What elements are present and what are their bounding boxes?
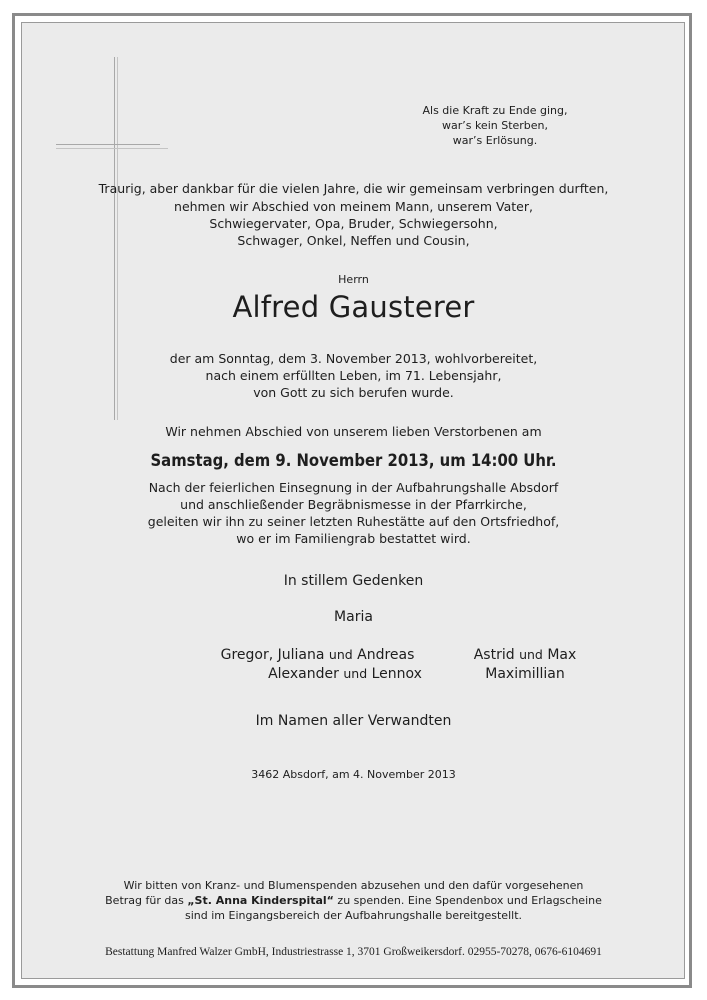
donation-line-2	[0, 894, 707, 907]
death-info-line: nach einem erfüllten Leben, im 71. Lebensjahr,	[205, 368, 502, 383]
family-name: Lennox	[371, 666, 422, 682]
family-name: Max	[547, 647, 577, 663]
ceremony-line: geleiten wir ihn zu seiner letzten Ruhestätte auf den Ortsfriedhof,	[147, 514, 560, 529]
charity-name: „St. Anna Kinderspital“	[187, 894, 334, 907]
in-memory: In stillem Gedenken	[283, 573, 424, 589]
donation-line: sind im Eingangsbereich der Aufbahrungshalle bereitgestellt.	[184, 909, 522, 922]
death-info-line: von Gott zu sich berufen wurde.	[253, 385, 454, 400]
family-right-line2	[455, 666, 595, 682]
family-name: Astrid	[473, 647, 515, 663]
intro-line: Schwiegervater, Opa, Bruder, Schwiegersohn,	[209, 216, 498, 231]
family-right-line1	[455, 647, 595, 663]
intro-line: Schwager, Onkel, Neffen und Cousin,	[237, 233, 470, 248]
family-name: Maximillian	[485, 666, 565, 682]
relatives-line: Im Namen aller Verwandten	[255, 713, 452, 729]
donation-text: zu spenden. Eine Spendenbox und Erlagscheine	[333, 894, 602, 907]
family-conjunction: und	[519, 647, 543, 662]
family-left-line1	[205, 647, 430, 663]
family-name: Alexander	[268, 666, 339, 682]
death-info-line: der am Sonntag, dem 3. November 2013, wohlvorbereitet,	[169, 351, 538, 366]
motto-line: war’s kein Sterben,	[441, 119, 549, 132]
farewell-intro: Wir nehmen Abschied von unserem lieben Verstorbenen am	[165, 424, 542, 439]
donation-line: Wir bitten von Kranz- und Blumenspenden abzusehen und den dafür vorgesehenen	[123, 879, 584, 892]
motto-line: Als die Kraft zu Ende ging,	[422, 104, 568, 117]
ceremony-line: wo er im Familiengrab bestattet wird.	[236, 531, 471, 546]
place-date: 3462 Absdorf, am 4. November 2013	[251, 768, 456, 781]
cross-horizontal-bar	[56, 144, 160, 145]
family-conjunction: und	[343, 666, 368, 681]
donation-text: Betrag für das	[105, 894, 188, 907]
ceremony-line: Nach der feierlichen Einsegnung in der Aufbahrungshalle Absdorf	[148, 480, 559, 495]
intro-line: nehmen wir Abschied von meinem Mann, unserem Vater,	[174, 199, 533, 214]
ceremony-line: und anschließender Begräbnismesse in der Pfarrkirche,	[180, 497, 527, 512]
family-name: Gregor, Juliana	[220, 647, 325, 663]
family-left-line2	[205, 666, 485, 682]
spouse-name: Maria	[334, 609, 373, 625]
intro-line: Traurig, aber dankbar für die vielen Jahre, die wir gemeinsam verbringen durften,	[98, 181, 609, 196]
family-conjunction: und	[328, 647, 353, 662]
salutation: Herrn	[338, 273, 369, 286]
deceased-name: Alfred Gausterer	[232, 290, 475, 324]
motto-line: war’s Erlösung.	[452, 134, 538, 147]
funeral-date: Samstag, dem 9. November 2013, um 14:00 Uhr.	[150, 451, 557, 470]
cross-horizontal-shadow	[56, 148, 168, 149]
family-name: Andreas	[357, 647, 415, 663]
funeral-home-info: Bestattung Manfred Walzer GmbH, Industriestrasse 1, 3701 Großweikersdorf. 02955-70278, 0676-6104691	[105, 946, 602, 958]
